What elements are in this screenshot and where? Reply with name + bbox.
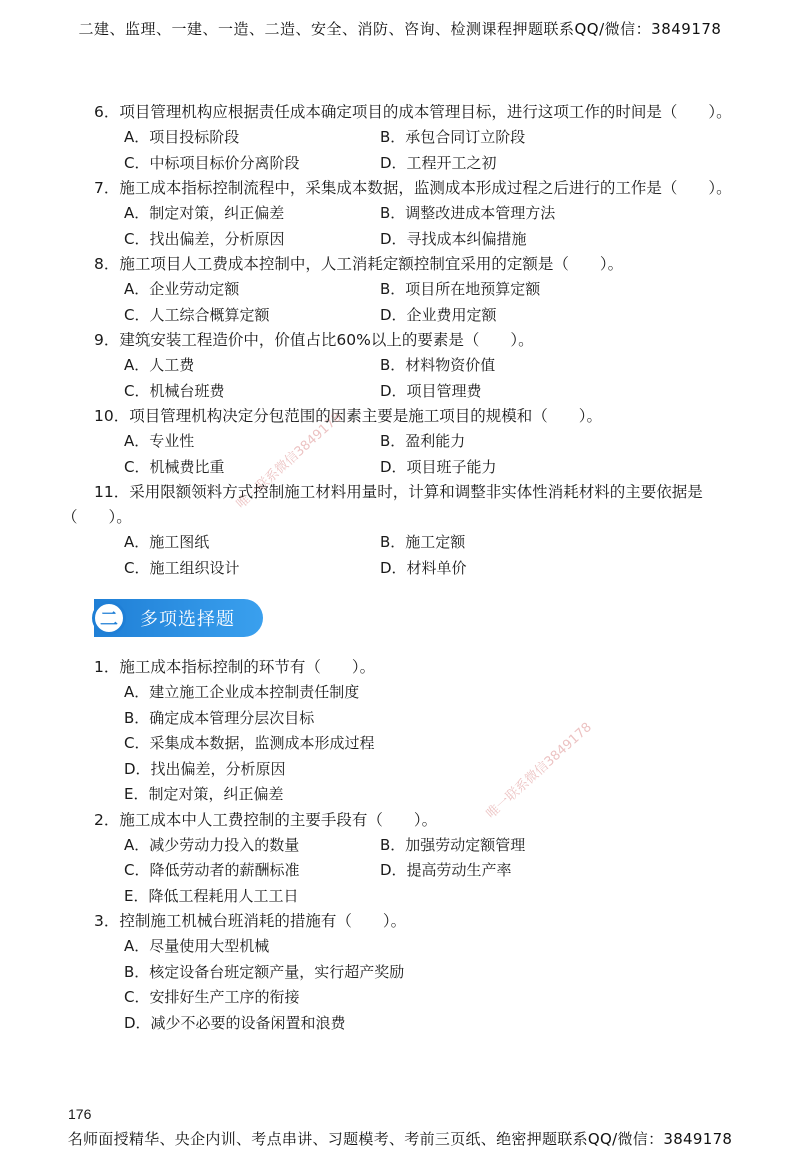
- answer-option: C．降低劳动者的薪酬标准: [124, 861, 300, 879]
- option-row: [124, 884, 742, 910]
- option-row: [124, 985, 742, 1011]
- answer-option: E．制定对策，纠正偏差: [124, 785, 284, 803]
- question: [62, 404, 742, 480]
- question-stem: 1．施工成本指标控制的环节有（ ）。: [94, 658, 376, 676]
- option-row: [124, 934, 742, 960]
- answer-option: C．人工综合概算定额: [124, 305, 270, 324]
- option-list: [62, 530, 742, 581]
- option-row: [124, 455, 742, 481]
- answer-option: A．项目投标阶段: [124, 128, 240, 146]
- question: [62, 328, 742, 404]
- question: [62, 176, 742, 252]
- option-row: [124, 706, 742, 732]
- question-content: [62, 100, 742, 1036]
- option-row: [124, 277, 742, 303]
- answer-option: B．核定设备台班定额产量，实行超产奖励: [124, 962, 405, 981]
- question-stem: 2．施工成本中人工费控制的主要手段有（ ）。: [94, 810, 438, 829]
- watermark: 唯一联系微信3849178: [483, 719, 595, 823]
- multi-choice-list: [62, 655, 742, 1036]
- option-row: [124, 303, 742, 329]
- answer-option: D．项目管理费: [380, 381, 482, 400]
- header-banner: 二建、监理、一建、一造、二造、安全、消防、咨询、检测课程押题联系QQ/微信：3849178: [78, 20, 722, 38]
- answer-option: A．减少劳动力投入的数量: [124, 835, 300, 854]
- option-list: [62, 125, 742, 176]
- answer-option: C．机械台班费: [124, 381, 225, 400]
- answer-option: C．施工组织设计: [124, 558, 240, 577]
- option-list: [62, 680, 742, 808]
- answer-option: C．安排好生产工序的衔接: [124, 988, 300, 1006]
- answer-option: A．建立施工企业成本控制责任制度: [124, 683, 360, 701]
- question-stem: 9．建筑安装工程造价中，价值占比60%以上的要素是（ ）。: [94, 331, 534, 349]
- single-choice-list: [62, 100, 742, 581]
- question: [62, 252, 742, 328]
- answer-option: A．尽量使用大型机械: [124, 937, 270, 955]
- option-row: [124, 1011, 742, 1037]
- question-stem: 10．项目管理机构决定分包范围的因素主要是施工项目的规模和（ ）。: [94, 407, 602, 425]
- option-row: [124, 680, 742, 706]
- option-row: [124, 151, 742, 177]
- option-row: [124, 125, 742, 151]
- option-row: [124, 379, 742, 405]
- option-list: [62, 277, 742, 328]
- option-row: [124, 429, 742, 455]
- answer-option: D．材料单价: [380, 558, 467, 577]
- option-row: [124, 782, 742, 808]
- option-row: [124, 201, 742, 227]
- answer-option: A．专业性: [124, 432, 195, 450]
- answer-option: C．采集成本数据，监测成本形成过程: [124, 734, 375, 752]
- answer-option: B．加强劳动定额管理: [380, 835, 526, 854]
- question-stem: 7．施工成本指标控制流程中，采集成本数据，监测成本形成过程之后进行的工作是（ ）。: [94, 179, 732, 197]
- answer-option: B．调整改进成本管理方法: [380, 204, 556, 222]
- answer-option: D．找出偏差，分析原因: [124, 759, 286, 778]
- answer-option: C．找出偏差，分析原因: [124, 229, 285, 248]
- answer-option: D．提高劳动生产率: [380, 861, 512, 879]
- question: [62, 655, 742, 808]
- answer-option: A．企业劳动定额: [124, 280, 240, 298]
- answer-option: D．企业费用定额: [380, 305, 497, 324]
- answer-option: B．施工定额: [380, 533, 466, 551]
- question: [62, 100, 742, 176]
- answer-option: B．确定成本管理分层次目标: [124, 708, 315, 727]
- question: [62, 909, 742, 1036]
- answer-option: D．工程开工之初: [380, 153, 497, 172]
- answer-option: A．施工图纸: [124, 533, 210, 551]
- question-stem: 8．施工项目人工费成本控制中，人工消耗定额控制宜采用的定额是（ ）。: [94, 255, 624, 273]
- answer-option: D．项目班子能力: [380, 457, 497, 476]
- option-row: [124, 731, 742, 757]
- question-stem: 3．控制施工机械台班消耗的措施有（ ）。: [94, 912, 407, 930]
- option-list: [62, 429, 742, 480]
- answer-option: A．制定对策，纠正偏差: [124, 204, 285, 222]
- footer-banner: 名师面授精华、央企内训、考点串讲、习题模考、考前三页纸、绝密押题联系QQ/微信：3849178: [67, 1130, 733, 1148]
- answer-option: B．盈利能力: [380, 432, 466, 450]
- option-list: [62, 353, 742, 404]
- page-number: 176: [68, 1106, 92, 1122]
- option-row: [124, 556, 742, 582]
- answer-option: C．中标项目标价分离阶段: [124, 153, 300, 172]
- answer-option: D．寻找成本纠偏措施: [380, 229, 527, 248]
- question: [62, 808, 742, 910]
- option-row: [124, 833, 742, 859]
- option-row: [124, 353, 742, 379]
- answer-option: A．人工费: [124, 356, 195, 374]
- answer-option: B．承包合同订立阶段: [380, 128, 526, 146]
- option-row: [124, 858, 742, 884]
- option-row: [124, 227, 742, 253]
- section-title: 多项选择题: [140, 609, 235, 630]
- question: [62, 480, 742, 581]
- question-stem: 6．项目管理机构应根据责任成本确定项目的成本管理目标，进行这项工作的时间是（ ）。: [94, 103, 732, 121]
- answer-option: C．机械费比重: [124, 457, 225, 476]
- option-list: [62, 934, 742, 1036]
- answer-option: E．降低工程耗用人工工日: [124, 886, 299, 905]
- section-heading: [94, 599, 263, 637]
- option-row: [124, 960, 742, 986]
- answer-option: B．项目所在地预算定额: [380, 280, 541, 298]
- option-list: [62, 833, 742, 910]
- answer-option: B．材料物资价值: [380, 356, 496, 374]
- section-number-badge: 二: [92, 601, 126, 635]
- option-row: [124, 530, 742, 556]
- watermark: 唯一联系微信3849178: [233, 409, 345, 513]
- option-row: [124, 757, 742, 783]
- answer-option: D．减少不必要的设备闲置和浪费: [124, 1013, 346, 1032]
- option-list: [62, 201, 742, 252]
- question-stem: 11．采用限额领料方式控制施工材料用量时，计算和调整非实体性消耗材料的主要依据是（ ）。: [62, 483, 703, 526]
